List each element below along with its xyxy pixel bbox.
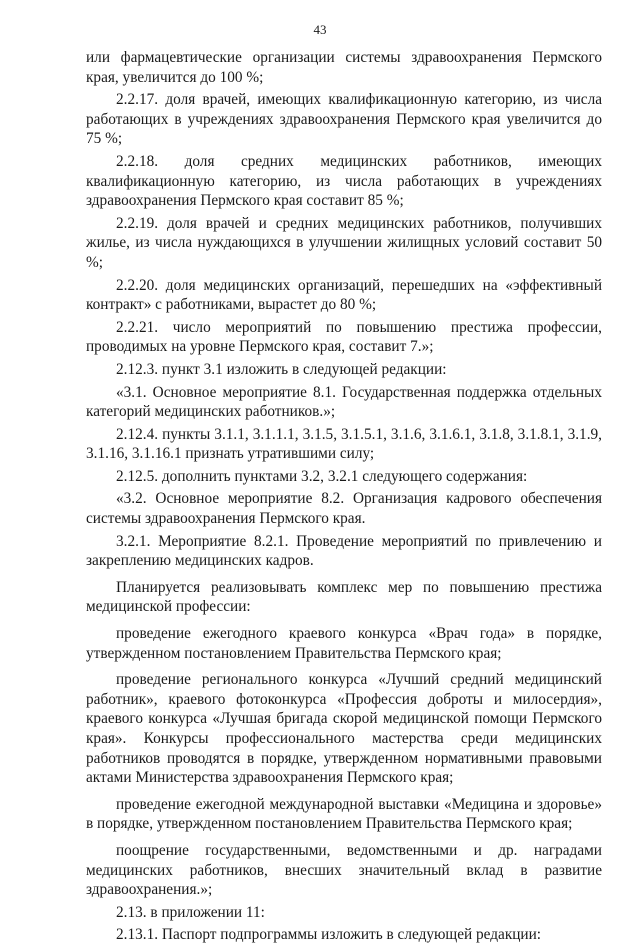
paragraph: 2.12.5. дополнить пунктами 3.2, 3.2.1 следующего содержания: bbox=[116, 467, 528, 485]
paragraph: 3.2.1. Мероприятие 8.2.1. Проведение мероприятий по привлечению и закреплению медицинских кадров. bbox=[86, 532, 602, 570]
paragraph: 2.2.19. доля врачей и средних медицинских работников, получивших жилье, из числа нуждающихся в улучшении жилищных условий составит 50 %; bbox=[86, 214, 602, 271]
paragraph: или фармацевтические организации системы здравоохранения Пермского края, увеличится до 100 %; bbox=[86, 49, 602, 86]
page-number: 43 bbox=[313, 22, 327, 37]
paragraph: 2.13. в приложении 11: bbox=[116, 903, 265, 921]
paragraph: 2.2.21. число мероприятий по повышению престижа профессии, проводимых на уровне Пермского края, составит 7.»; bbox=[86, 318, 602, 356]
paragraph: проведение регионального конкурса «Лучший средний медицинский работник», краевого фотоконкурса «Профессия доброты и милосердия», краевого конкурса «Лучшая бригада скорой медицинской помощи Пермского края». Конкурсы профессионального мастерства среди медицинских работников проводятся в порядке, утвержденном нормативными правовыми актами Министерства здравоохранения Пермского края; bbox=[86, 671, 602, 787]
paragraph: проведение ежегодной международной выставки «Медицина и здоровье» в порядке, утвержденном постановлением Правительства Пермского края; bbox=[86, 795, 602, 833]
paragraph: 2.2.18. доля средних медицинских работников, имеющих квалификационную категорию, из числа работающих в учреждениях здравоохранения Пермского края составит 85 %; bbox=[86, 152, 602, 210]
paragraph: Планируется реализовывать комплекс мер по повышению престижа медицинской профессии: bbox=[86, 578, 602, 616]
paragraph: 2.13.1. Паспорт подпрограммы изложить в следующей редакции: bbox=[116, 926, 542, 944]
paragraph: 2.2.20. доля медицинских организаций, перешедших на «эффективный контракт» с работниками, вырастет до 80 %; bbox=[86, 276, 602, 314]
paragraph: 2.12.3. пункт 3.1 изложить в следующей редакции: bbox=[116, 360, 447, 378]
paragraph: поощрение государственными, ведомственными и др. наградами медицинских работников, внесших значительный вклад в развитие здравоохранения.»; bbox=[86, 841, 602, 899]
paragraph: «3.1. Основное мероприятие 8.1. Государственная поддержка отдельных категорий медицинских работников.»; bbox=[86, 383, 602, 421]
paragraph: проведение ежегодного краевого конкурса «Врач года» в порядке, утвержденном постановлением Правительства Пермского края; bbox=[86, 625, 602, 662]
document-body bbox=[86, 48, 602, 948]
paragraph: 2.2.17. доля врачей, имеющих квалификационную категорию, из числа работающих в учреждениях здравоохранения Пермского края увеличится до 75 %; bbox=[86, 91, 602, 148]
paragraph: 2.12.4. пункты 3.1.1, 3.1.1.1, 3.1.5, 3.1.5.1, 3.1.6, 3.1.6.1, 3.1.8, 3.1.8.1, 3.1.9, 3.1.16, 3.1.16.1 признать утратившими силу; bbox=[86, 425, 602, 463]
paragraph: «3.2. Основное мероприятие 8.2. Организация кадрового обеспечения системы здравоохранения Пермского края. bbox=[86, 490, 602, 528]
